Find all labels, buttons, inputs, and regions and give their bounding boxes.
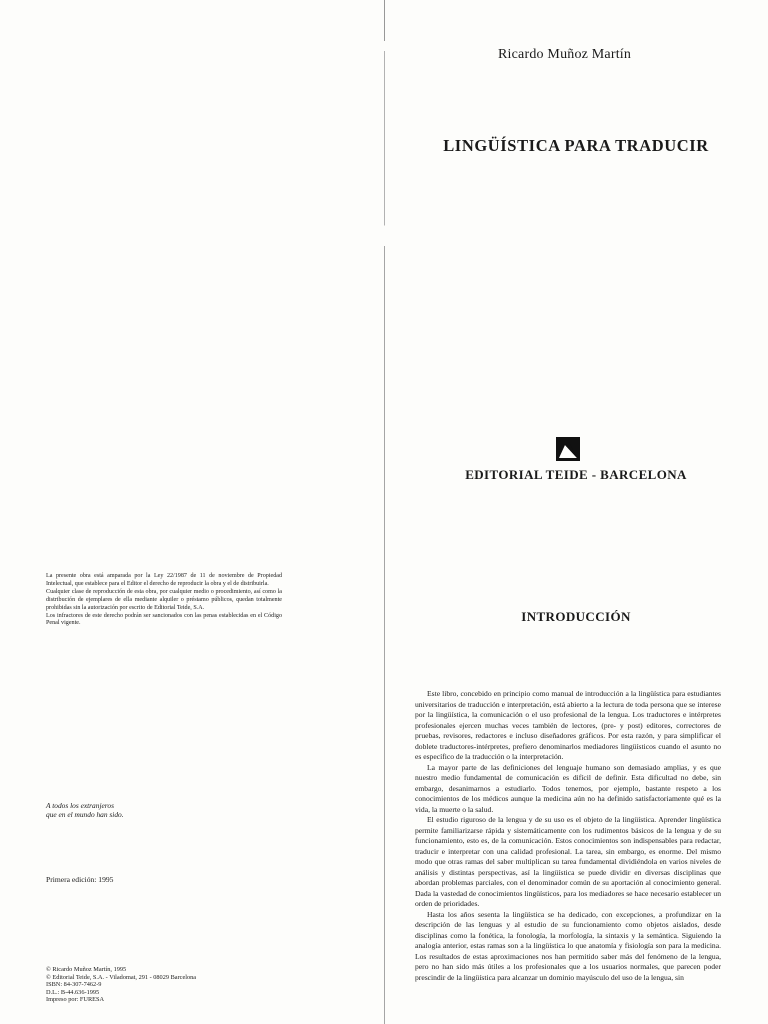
copyright-block [46, 966, 296, 1004]
copyright-line: © Editorial Teide, S.A. - Viladomat, 291 - 08029 Barcelona [46, 973, 197, 981]
copyright-line: © Ricardo Muñoz Martín, 1995 [46, 966, 127, 973]
legal-paragraph: Cualquier clase de reproducción de esta obra, por cualquier medio o procedimiento, así como la distribución de ejemplares de ella mediante alquiler o préstamo públicos, quedan totalmente prohibidas sin la autorización por escrito de Editorial Teide, S.A. [46, 588, 282, 611]
dedication-line: A todos los extranjeros [46, 801, 114, 810]
legal-paragraph: La presente obra está amparada por la Ley 22/1987 de 11 de noviembre de Propiedad Intelectual, que establece para el Editor el derecho de reproducir la obra y el de distribuirla. [46, 573, 282, 587]
copyright-line: Impreso por: FURESA [46, 996, 105, 1003]
introduction-heading: INTRODUCCIÓN [521, 609, 631, 624]
book-title: LINGÜÍSTICA PARA TRADUCIR [443, 136, 709, 155]
edition-note: Primera edición: 1995 [46, 875, 114, 884]
dedication-line: que en el mundo han sido. [46, 810, 124, 820]
legal-paragraph: Los infractores de este derecho podrán ser sancionados con las penas establecidas en el Código Penal vigente. [46, 612, 282, 627]
introduction-body [415, 689, 721, 983]
publisher-name: EDITORIAL TEIDE - BARCELONA [465, 467, 687, 482]
intro-paragraph: El estudio riguroso de la lengua y de su uso es el objeto de la lingüística. Aprender lingüística permite familiarizarse rápida y sistemáticamente con los rudimentos básicos de la lengua y de su funcionamiento, esto es, de la comunicación. Estos conocimientos son indispensables para redactar, traducir e interpretar con una calidad profesional. La tarea, sin embargo, es enorme. Del mismo modo que otras ramas del saber multiplican su tarea fundamental dividiéndola en varios niveles de análisis y distintas perspectivas, así la lingüística se puede dividir en diversas disciplinas que abordan problemas parciales, con el denominador común de su aportación al conocimiento general. Dada la vastedad de conocimientos lingüísticos, para los mediadores se hace necesario establecer un orden de prioridades. [415, 815, 721, 908]
right-page [384, 0, 768, 1024]
author-name: Ricardo Muñoz Martín [498, 47, 632, 62]
intro-paragraph: La mayor parte de las definiciones del lenguaje humano son demasiado amplias, y es que nuestro medio fundamental de comunicación es difícil de definir. Esta dificultad no debe, sin embargo, desanimarnos a estudiarlo. Todos tenemos, por ejemplo, bastante respeto a los conocimientos de los médicos aunque la medicina aún no ha definido satisfactoriamente qué es la vida, la muerte o la salud. [415, 762, 721, 814]
copyright-line: D.L.: B-44.636-1995 [46, 988, 100, 996]
copyright-line: ISBN: 84-307-7462-9 [46, 981, 102, 988]
legal-notice [46, 573, 282, 628]
dedication [46, 801, 246, 819]
intro-paragraph: Hasta los años sesenta la lingüística se ha dedicado, con excepciones, a profundizar en la descripción de las lenguas y al estudio de su funcionamiento como objetos aislados, desde disciplinas como la fonética, la fonología, la morfología, la sintaxis y la semántica. Siguiendo la analogía anterior, estas ramas son a la lingüística lo que anatomía y fisiología son para la medicina. Los resultados de estas aproximaciones nos han permitido saber más del fenómeno de la lengua, pero no han sido más útiles a los profesionales que a los usuarios normales, que parecen poder prescindir de la lingüística para alcanzar un dominio mayúsculo del uso de la lengua, sin [415, 909, 721, 982]
editorial-teide-logo-icon [556, 437, 580, 461]
intro-paragraph: Este libro, concebido en principio como manual de introducción a la lingüística para estudiantes universitarios de traducción e interpretación, está abierto a la lectura de toda persona que se interese por la lingüística, la comunicación o el uso profesional de la lengua. Los traductores e intérpretes profesionales ejercen muchas veces también de lectores, (pre- y post) editores, correctores de pruebas, revisores, redactores e incluso diseñadores gráficos. Por esta razón, y para simplificar el doblete traductores-intérpretes, prefiero denominarlos mediadores lingüísticos cuando el asunto no es específico de la traducción o la interpretación. [415, 689, 721, 761]
